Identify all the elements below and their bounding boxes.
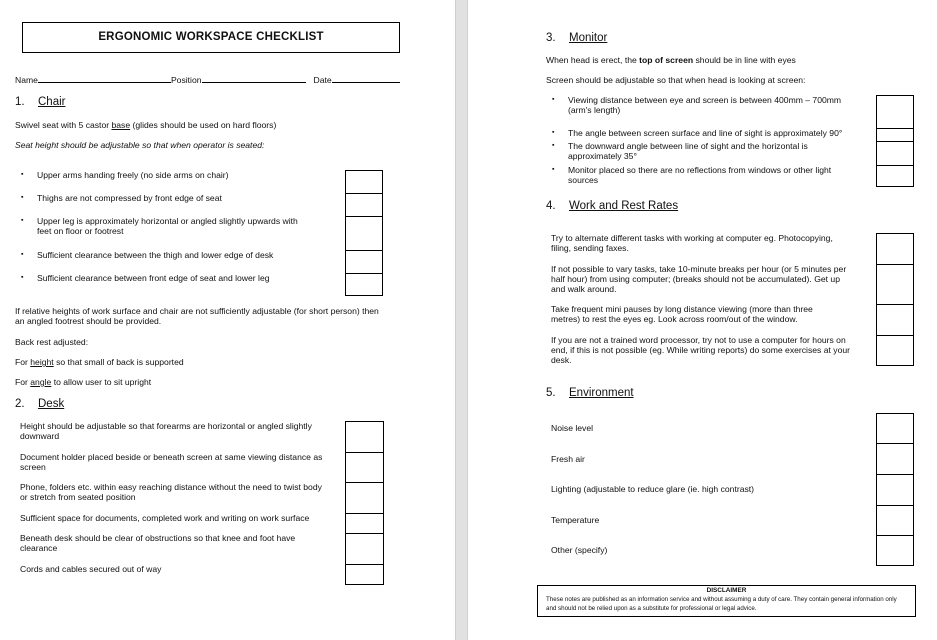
desk-item: Phone, folders etc. within easy reaching distance without the need to twist body or stretch from seated position — [20, 482, 322, 502]
chair-checkbox[interactable] — [345, 216, 383, 251]
swivel-seat-text — [15, 120, 415, 130]
text-run: base — [111, 120, 131, 130]
chair-item: ▪ Sufficient clearance between the thigh and lower edge of desk — [37, 250, 327, 260]
name-field[interactable] — [38, 74, 171, 83]
work-rest-item: Try to alternate different tasks with working at computer eg. Photocopying, filing, sending faxes. — [551, 233, 833, 253]
desk-item: Cords and cables secured out of way — [20, 564, 162, 574]
monitor-checkbox[interactable] — [876, 95, 914, 129]
chair-checkbox[interactable] — [345, 193, 383, 217]
environment-item: Lighting (adjustable to reduce glare (ie. high contrast) — [551, 484, 755, 494]
section-number: 3. — [546, 32, 556, 44]
section-environment-heading — [546, 386, 634, 400]
desk-item: Height should be adjustable so that forearms are horizontal or angled slightly downward — [20, 421, 312, 441]
position-field[interactable] — [202, 74, 306, 83]
section-monitor-heading — [546, 31, 607, 45]
desk-checkbox[interactable] — [345, 452, 384, 483]
chair-checkbox[interactable] — [345, 250, 383, 274]
back-rest-text: Back rest adjusted: — [15, 337, 89, 347]
chair-item: ▪ Upper leg is approximately horizontal or angled slightly upwards with feet on floor or footrest — [37, 216, 312, 236]
work-rest-checkbox[interactable] — [876, 264, 914, 305]
desk-item: Sufficient space for documents, completed work and writing on work surface — [20, 513, 310, 523]
chair-checkbox[interactable] — [345, 170, 383, 194]
environment-checkbox[interactable] — [876, 413, 914, 444]
work-rest-item: If not possible to vary tasks, take 10-minute breaks per hour (or 5 minutes per half hour) from using computer; (breaks should not be accumulated). Get up and walk around. — [551, 264, 847, 294]
monitor-adjustable-text: Screen should be adjustable so that when head is looking at screen: — [546, 75, 806, 85]
section-number: 2. — [15, 398, 25, 410]
work-rest-item: Take frequent mini pauses by long distance viewing (more than three metres) to rest the eyes eg. Look across room/out of the window. — [551, 304, 813, 324]
text-run: (glides should be used on hard floors) — [130, 120, 277, 130]
text-run: angle — [30, 377, 52, 387]
desk-item: Document holder placed beside or beneath screen at same viewing distance as screen — [20, 452, 323, 472]
environment-item: Other (specify) — [551, 545, 608, 555]
environment-checkbox[interactable] — [876, 474, 914, 506]
back-rest-angle — [15, 377, 315, 387]
disclaimer-title: DISCLAIMER — [706, 587, 747, 594]
page-left — [0, 0, 455, 640]
text-run: When head is erect, the — [546, 55, 640, 65]
section-number: 4. — [546, 200, 556, 212]
date-label: Date — [313, 75, 332, 85]
monitor-checkbox[interactable] — [876, 141, 914, 166]
work-rest-checkbox[interactable] — [876, 304, 914, 336]
footrest-note: If relative heights of work surface and chair are not sufficiently adjustable (for short person) then an angled footrest should be provided. — [15, 306, 379, 326]
back-rest-height — [15, 357, 315, 367]
environment-item: Noise level — [551, 423, 594, 433]
chair-item: ▪ Upper arms handing freely (no side arms on chair) — [37, 170, 327, 180]
text-run: so that small of back is supported — [53, 357, 184, 367]
section-title: Desk — [38, 398, 65, 410]
section-chair-heading — [15, 95, 65, 109]
monitor-item: ▪ The downward angle between line of sight and the horizontal is approximately 35° — [568, 141, 848, 161]
text-run: to allow user to sit upright — [51, 377, 152, 387]
desk-checkbox[interactable] — [345, 513, 384, 534]
name-label: Name — [15, 75, 38, 85]
work-rest-checkbox[interactable] — [876, 335, 914, 366]
section-title: Work and Rest Rates — [569, 200, 679, 212]
monitor-item: ▪ The angle between screen surface and line of sight is approximately 90° — [568, 128, 858, 138]
desk-checkbox[interactable] — [345, 533, 384, 565]
chair-item: ▪ Thighs are not compressed by front edge of seat — [37, 193, 327, 203]
section-title: Environment — [569, 387, 634, 399]
text-run: For — [15, 377, 31, 387]
desk-checkbox[interactable] — [345, 482, 384, 514]
monitor-checkbox[interactable] — [876, 165, 914, 187]
text-run: should be in line with eyes — [693, 55, 796, 65]
header-fields — [15, 74, 405, 85]
environment-checkbox[interactable] — [876, 443, 914, 475]
monitor-item: ▪ Viewing distance between eye and screen is between 400mm – 700mm (arm's length) — [568, 95, 858, 115]
environment-item: Fresh air — [551, 454, 585, 464]
text-run: Swivel seat with 5 castor — [15, 120, 112, 130]
environment-checkbox[interactable] — [876, 505, 914, 536]
section-work-rest-heading — [546, 199, 678, 213]
seat-height-text: Seat height should be adjustable so that when operator is seated: — [15, 140, 265, 150]
document-title: ERGONOMIC WORKSPACE CHECKLIST — [22, 22, 400, 53]
disclaimer-box — [537, 585, 916, 617]
text-run: height — [30, 357, 54, 367]
page-gutter — [455, 0, 468, 640]
work-rest-checkbox[interactable] — [876, 233, 914, 265]
monitor-item: ▪ Monitor placed so there are no reflections from windows or other light sources — [568, 165, 848, 185]
date-field[interactable] — [332, 74, 400, 83]
desk-item: Beneath desk should be clear of obstructions so that knee and foot have clearance — [20, 533, 296, 553]
section-title: Chair — [38, 96, 66, 108]
chair-item: ▪ Sufficient clearance between front edge of seat and lower leg — [37, 273, 327, 283]
desk-checkbox[interactable] — [345, 564, 384, 585]
position-label: Position — [170, 75, 202, 85]
section-number: 1. — [15, 96, 25, 108]
monitor-checkbox[interactable] — [876, 128, 914, 142]
chair-checkbox[interactable] — [345, 273, 383, 296]
disclaimer-body: These notes are published as an information service and without assuming a duty of care. They contain general information only and should not be relied upon as a substitute for professional or legal advice. — [546, 596, 897, 612]
work-rest-item: If you are not a trained word processor, try not to use a computer for hours on end, if this is not possible (eg. While writing reports) do some exercises at your desk. — [551, 335, 850, 365]
section-number: 5. — [546, 387, 556, 399]
environment-item: Temperature — [551, 515, 600, 525]
section-desk-heading — [15, 397, 64, 411]
environment-checkbox[interactable] — [876, 535, 914, 566]
text-run: For — [15, 357, 31, 367]
desk-checkbox[interactable] — [345, 421, 384, 453]
text-run: top of screen — [639, 55, 694, 65]
monitor-erect-text — [546, 55, 886, 65]
section-title: Monitor — [569, 32, 608, 44]
